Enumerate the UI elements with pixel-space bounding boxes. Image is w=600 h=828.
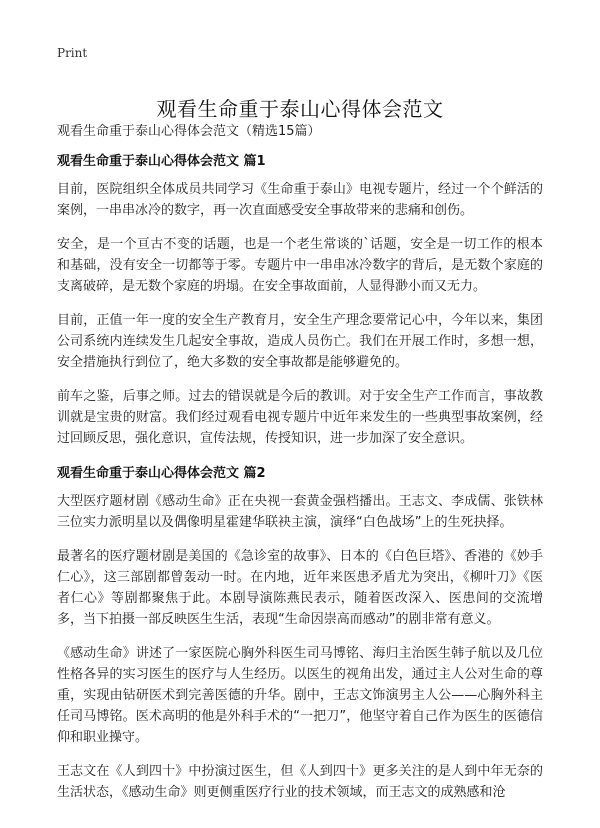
paragraph: 最著名的医疗题材剧是美国的《急诊室的故事》、日本的《白色巨塔》、香港的《妙手仁心》，这三部剧都曾轰动一时。在内地，近年来医患矛盾尤为突出，《柳叶刀》《医者仁心》等剧都聚焦于此。本剧导演陈燕民表示，随着医改深入、医患间的交流增多，当下拍摄一部反映医生生活，表现“生命因崇高而感动”的剧非常有意义。 bbox=[57, 549, 543, 627]
page-title: 观看生命重于泰山心得体会范文 bbox=[156, 97, 444, 122]
section-heading-1: 观看生命重于泰山心得体会范文 篇1 bbox=[57, 154, 266, 169]
print-link[interactable]: Print bbox=[57, 46, 88, 60]
paragraph: 《感动生命》讲述了一家医院心胸外科医生司马博铭、海归主治医生韩子航以及几位性格各异的实习医生的医疗与人生经历。以医生的视角出发，通过主人公对生命的尊重，实现由钻研医术到完善医德的升华。剧中，王志文饰演男主人公——心胸外科主任司马博铭。医术高明的他是外科手术的“一把刀”，他坚守着自己作为医生的医德信仰和职业操守。 bbox=[57, 646, 543, 745]
paragraph: 王志文在《人到四十》中扮演过医生，但《人到四十》更多关注的是人到中年无奈的生活状态，《感动生命》则更侧重医疗行业的技术领域，而王志文的成熟感和沧 bbox=[57, 764, 543, 800]
document-subtitle: 观看生命重于泰山心得体会范文（精选15篇） bbox=[57, 124, 321, 139]
article-body bbox=[57, 150, 543, 816]
paragraph: 目前，医院组织全体成员共同学习《生命重于泰山》电视专题片，经过一个个鲜活的案例，一串串冰冷的数字，再一次直面感受安全事故带来的悲痛和创伤。 bbox=[57, 182, 543, 218]
section-heading-2: 观看生命重于泰山心得体会范文 篇2 bbox=[57, 466, 266, 481]
paragraph: 前车之鉴，后事之师。过去的错误就是今后的教训。对于安全生产工作而言，事故教训就是宝贵的财富。我们经过观看电视专题片中近年来发生的一些典型事故案例，经过回顾反思，强化意识，宣传法规，传授知识，进一步加深了安全意识。 bbox=[57, 389, 543, 446]
paragraph: 安全，是一个亘古不变的话题，也是一个老生常谈的`话题，安全是一切工作的根本和基础，没有安全一切都等于零。专题片中一串串冰冷数字的背后，是无数个家庭的支离破碎，是无数个家庭的坍塌。在安全事故面前，人显得渺小而又无力。 bbox=[57, 237, 543, 294]
paragraph: 目前，正值一年一度的安全生产教育月，安全生产理念要常记心中，今年以来，集团公司系统内连续发生几起安全事故，造成人员伤亡。我们在开展工作时，多想一想，安全措施执行到位了，绝大多数的安全事故都是能够避免的。 bbox=[57, 313, 543, 370]
paragraph: 大型医疗题材剧《感动生命》正在央视一套黄金强档播出。王志文、李成儒、张铁林三位实力派明星以及偶像明星霍建华联袂主演，演绎“白色战场”上的生死抉择。 bbox=[57, 494, 543, 530]
